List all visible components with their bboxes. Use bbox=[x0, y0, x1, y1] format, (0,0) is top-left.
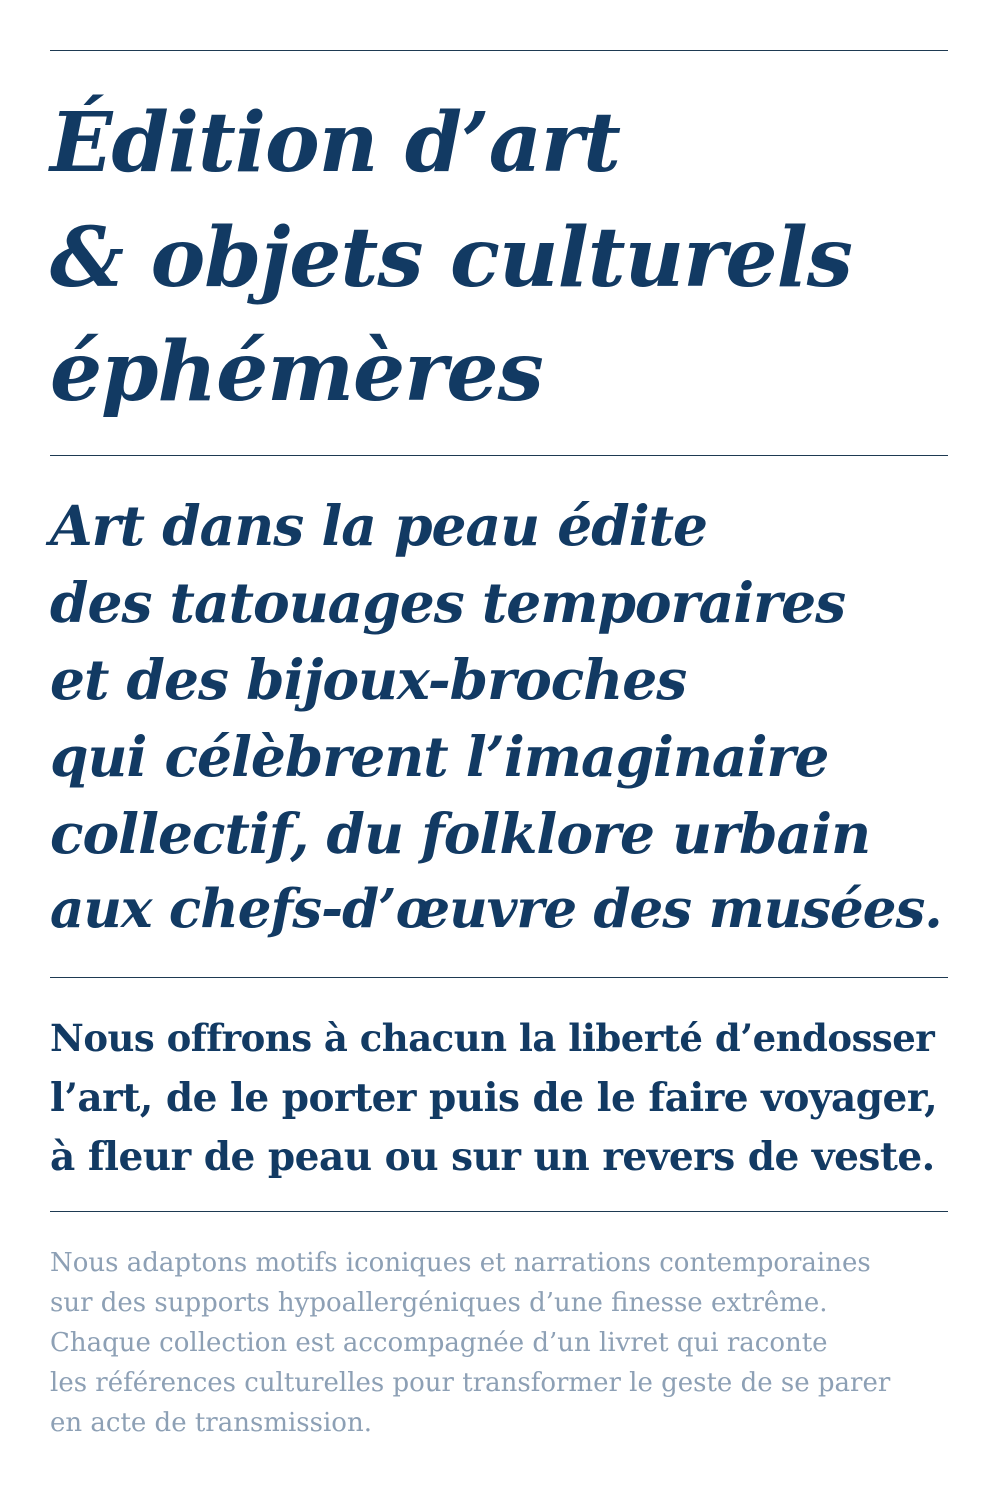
statement-line: à fleur de peau ou sur un revers de veste. bbox=[50, 1134, 935, 1180]
statement-line: l’art, de le porter puis de le faire voyager, bbox=[50, 1075, 938, 1121]
lead-line: des tatouages temporaires bbox=[50, 570, 846, 635]
lead-line: et des bijoux-broches bbox=[50, 647, 687, 712]
body-line: en acte de transmission. bbox=[50, 1408, 372, 1438]
divider-rule bbox=[50, 977, 948, 978]
title-line: éphémères bbox=[50, 324, 543, 420]
lead-line: collectif, du folklore urbain bbox=[50, 801, 871, 866]
body-line: les références culturelles pour transformer le geste de se parer bbox=[50, 1368, 891, 1398]
top-rule bbox=[50, 50, 948, 51]
lead-line: qui célèbrent l’imaginaire bbox=[50, 724, 829, 789]
statement-line: Nous offrons à chacun la liberté d’endosser bbox=[50, 1016, 935, 1060]
divider-rule bbox=[50, 1211, 948, 1212]
lead-line: Art dans la peau édite bbox=[50, 493, 708, 558]
body-line: sur des supports hypoallergéniques d’une finesse extrême. bbox=[50, 1288, 828, 1318]
body-line: Nous adaptons motifs iconiques et narrations contemporaines bbox=[50, 1248, 871, 1278]
body-line: Chaque collection est accompagnée d’un livret qui raconte bbox=[50, 1328, 828, 1358]
lead-line: aux chefs-d’œuvre des musées. bbox=[50, 878, 942, 940]
title-line: Édition d’art bbox=[50, 95, 620, 191]
divider-rule bbox=[50, 455, 948, 456]
title-line: & objets culturels bbox=[50, 210, 852, 306]
